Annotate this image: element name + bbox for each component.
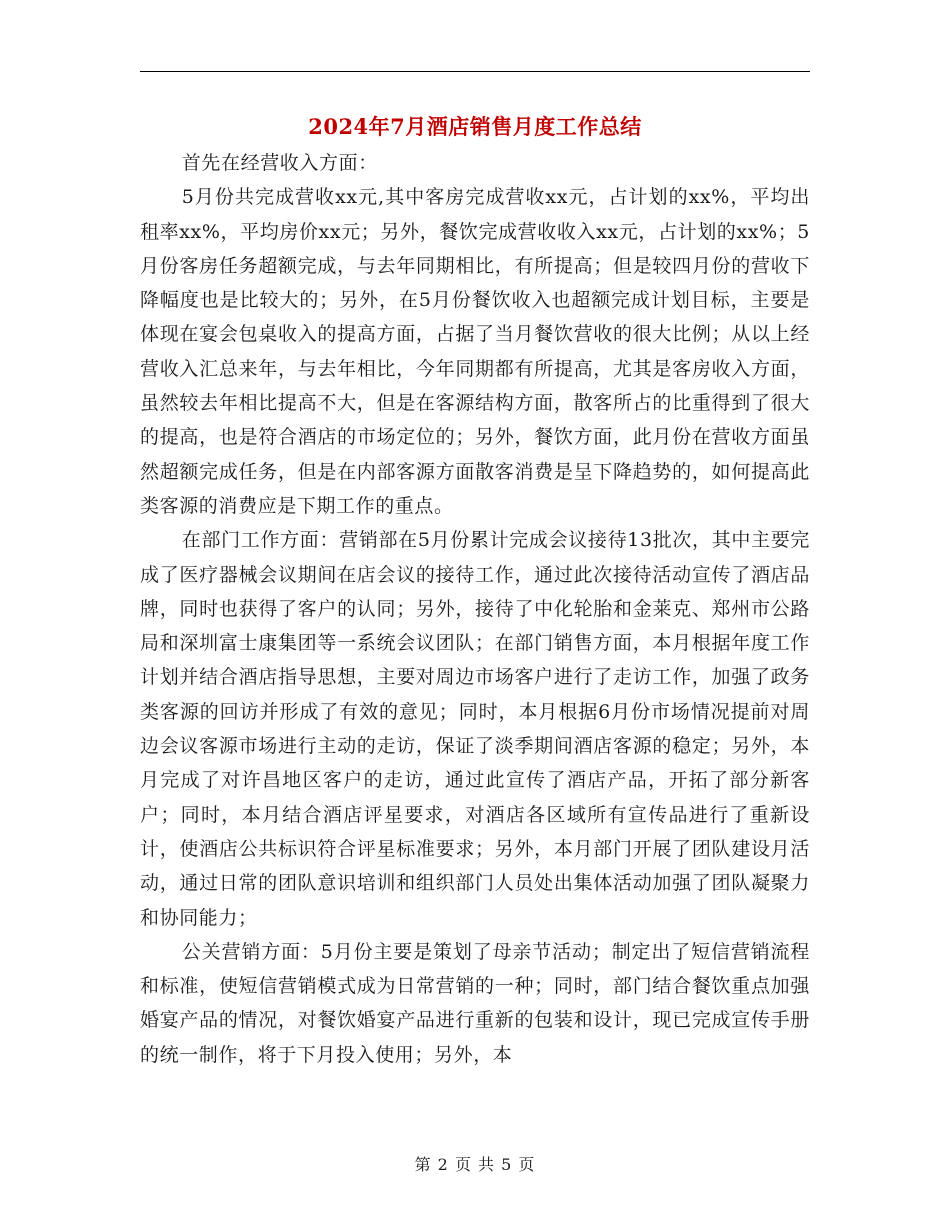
paragraph-pr-marketing: 公关营销方面：5月份主要是策划了母亲节活动；制定出了短信营销流程和标准，使短信营销模式成为日常营销的一种；同时，部门结合餐饮重点加强婚宴产品的情况，对餐饮婚宴产品进行重新的包装和设计，现已完成宣传手册的统一制作，将于下月投入使用；另外，本 — [140, 940, 810, 1066]
document-title: 2024年7月酒店销售月度工作总结 — [308, 114, 642, 139]
page-number-footer: 第 2 页 共 5 页 — [414, 1155, 536, 1174]
header-rule — [140, 71, 810, 72]
paragraph-income-details: 5月份共完成营收xx元,其中客房完成营收xx元，占计划的xx%，平均出租率xx%，平均房价xx元；另外，餐饮完成营收收入xx元，占计划的xx%；5月份客房任务超额完成，与去年同期相比，有所提高；但是较四月份的营收下降幅度也是比较大的；另外，在5月份餐饮收入也超额完成计划目标，主要是体现在宴会包桌收入的提高方面，占据了当月餐饮营收的很大比例；从以上经营收入汇总来年，与去年相比，今年同期都有所提高，尤其是客房收入方面，虽然较去年相比提高不大，但是在客源结构方面，散客所占的比重得到了很大的提高，也是符合酒店的市场定位的；另外，餐饮方面，此月份在营收方面虽然超额完成任务，但是在内部客源方面散客消费是呈下降趋势的，如何提高此类客源的消费应是下期工作的重点。 — [140, 186, 810, 517]
paragraph-income-heading: 首先在经营收入方面： — [181, 152, 378, 174]
paragraph-department-work: 在部门工作方面：营销部在5月份累计完成会议接待13批次，其中主要完成了医疗器械会议期间在店会议的接待工作，通过此次接待活动宣传了酒店品牌，同时也获得了客户的认同；另外，接待了中化轮胎和金莱克、郑州市公路局和深圳富士康集团等一系统会议团队；在部门销售方面，本月根据年度工作计划并结合酒店指导思想，主要对周边市场客户进行了走访工作，加强了政务类客源的回访并形成了有效的意见；同时，本月根据6月份市场情况提前对周边会议客源市场进行主动的走访，保证了淡季期间酒店客源的稳定；另外，本月完成了对许昌地区客户的走访，通过此宣传了酒店产品，开拓了部分新客户；同时，本月结合酒店评星要求，对酒店各区域所有宣传品进行了重新设计，使酒店公共标识符合评星标准要求；另外，本月部门开展了团队建设月活动，通过日常的团队意识培训和组织部门人员处出集体活动加强了团队凝聚力和协同能力； — [140, 529, 810, 929]
document-body — [140, 146, 810, 1072]
